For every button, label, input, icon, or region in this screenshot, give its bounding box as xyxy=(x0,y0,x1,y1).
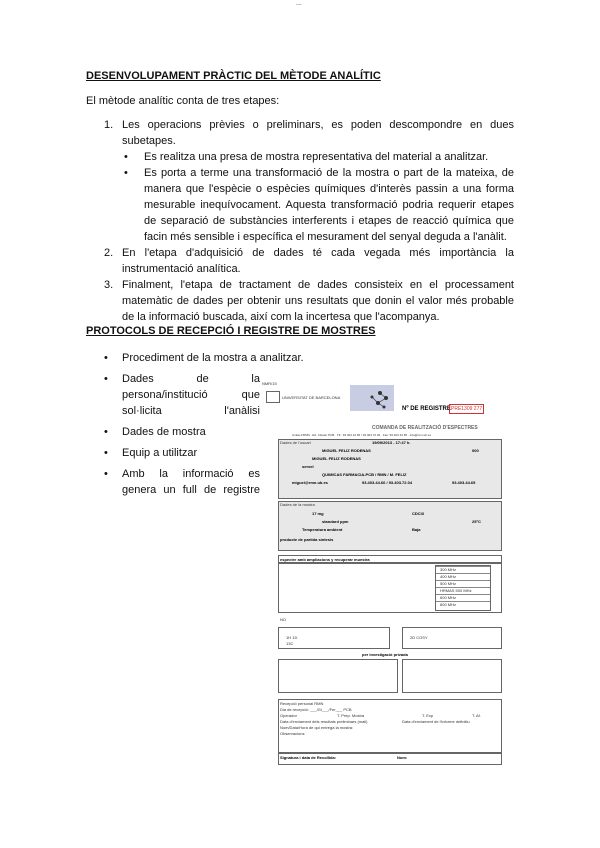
receipt-date: Dia de recepció: ___/Gi___/Fer___ PCB xyxy=(280,707,352,712)
collection-name: Nom: xyxy=(397,755,408,760)
section1-intro: El mètode analític conta de tres etapes: xyxy=(86,95,280,107)
step-3 xyxy=(104,277,514,325)
bullet-icon: • xyxy=(124,151,128,163)
collection-signature: Signatura i data de Recollida: xyxy=(280,755,337,760)
delivered-date: Data d'enviament de l'informe definitiu xyxy=(402,719,470,724)
form-address: Unitat d'RMN · Ed. Clúster PCB · Tlf.: 93 403 44 66 / 93 403 72 04 · Fax: 93 403 44 65 · info@rmn.ub.es xyxy=(292,433,431,437)
protocol-bullet-4: • Equip a utilitzar xyxy=(104,447,198,459)
observations: Observacions xyxy=(280,731,305,736)
center: serveI xyxy=(302,464,314,469)
sample-temperature: 25°C xyxy=(472,519,481,524)
phone: 93.403.44.66 / 93.403.72.04 xyxy=(362,480,413,485)
user-data-box xyxy=(278,439,502,499)
step-number: 2. xyxy=(104,247,114,259)
bullet-icon: • xyxy=(104,373,108,385)
step-number: 3. xyxy=(104,279,114,291)
operator: Operador xyxy=(280,713,297,718)
form-title: COMANDA DE REALITZACIÓ D'ESPECTRES xyxy=(372,425,478,431)
who-delivered: Nom/Data/Hora de qui entrega la mostra: xyxy=(280,725,354,730)
instructions: espectre amb ampliacions y recuperar muestra xyxy=(280,557,370,562)
department: QUIMICAS FARMACIA-PCB / RMN / M. FELIZ xyxy=(322,472,407,477)
bullet-icon: • xyxy=(124,167,128,179)
nmr-logo-icon xyxy=(350,385,394,411)
sample-product: producte de partida síntesis xyxy=(280,537,334,542)
method-steps-list xyxy=(104,117,514,325)
exp-time: T. Exp xyxy=(422,713,434,718)
user-data-label: Dades de l'usuari xyxy=(280,440,311,445)
form-code: NMR/15 xyxy=(262,381,277,386)
sample-storage: Temperatura ambient xyxy=(302,527,343,532)
step-1 xyxy=(104,117,514,149)
fax: 93.403.44.65 xyxy=(452,480,476,485)
bullet-icon: • xyxy=(104,352,108,364)
bullet-icon: • xyxy=(104,468,108,480)
user-name: MIGUEL FELIZ RODENAS xyxy=(322,448,371,453)
sample-data-label: Dades de la mostra xyxy=(280,502,315,507)
substep-text: Es porta a terme una transformació de la mostra o part de la mateixa, de manera que l'espècie o espècies químiques d'interès passin a una forma mesurable inequívocament. Aquesta transformació podria requerir etapes de separació de substàncies interferents i etapes de reacció química que facin més sensible i específica el mesurament del senyal deguda a l'anàlit. xyxy=(144,167,514,243)
section1-heading: DESENVOLUPAMENT PRÀCTIC DEL MÈTODE ANALÍTIC xyxy=(86,70,381,82)
sample-amount: 17 mg xyxy=(312,511,324,516)
step-text: En l'etapa d'adquisició de dades té cada vegada més importància la instrumentació analítica. xyxy=(122,247,514,275)
email: miguel@rmn.ub.es xyxy=(292,480,328,485)
register-label: Nº DE REGISTRE xyxy=(402,406,451,412)
protocol-bullet-1: • Procediment de la mostra a analitzar. xyxy=(104,352,304,364)
investigator: per investigació privada xyxy=(362,652,408,657)
protocol-bullet-2: • Dades de la persona/institució que sol·licita l'anàlisi xyxy=(104,373,260,417)
sample-reference: standard ppm xyxy=(322,519,349,524)
frequency-list: 300 MHz 400 MHz 500 MHz HRMAS 500 MHz 600 MHz 800 MHz xyxy=(435,565,491,611)
preliminary-date: Data d'enviament dels resultats preliminars (mail) xyxy=(280,719,368,724)
substep-1 xyxy=(124,149,514,165)
substep-text: Es realitza una presa de mostra representativa del material a analitzar. xyxy=(144,151,489,163)
sample-solvent: CDCl3 xyxy=(412,511,425,516)
step-text: Finalment, l'etapa de tractament de dades consisteix en el processament matemàtic de dades per obtenir uns resultats que donin el valor més probable de la informació buscada, així com la incertesa que l'acompanya. xyxy=(122,279,514,323)
university-logo-icon xyxy=(266,391,280,403)
protocol-bullet-5: • Amb la informació es genera un full de registre xyxy=(104,468,260,496)
sample-toxicity: Baja xyxy=(412,527,421,532)
prep-time: T. Prep. Mostra xyxy=(337,713,365,718)
substep-2 xyxy=(124,165,514,245)
signature-box xyxy=(402,659,502,693)
recover-sample: NO xyxy=(280,617,286,622)
receipt-section: Recepció personal RMN xyxy=(280,701,324,706)
comments-box xyxy=(278,659,398,693)
acq-time: T. Af. xyxy=(472,713,481,718)
registration-form-image: NMR/15 UNIVERSITAT DE BARCELONA Nº DE REGISTRE PRE1309 277 COMANDA DE REALITZACIÓ D'ESPECTRES Unitat d'RMN · Ed. Clúster PCB · Tlf.: 93 403 44 66 / 93 403 72 04 · Fax: 93 403 44 65 · info@rmn.ub.es Dades de l'usuari 19/09/2013 - 17:47 h. MIGUEL FELIZ RODENAS 000 MIGUEL FELIZ RODENAS serveI QUIMICAS FARMACIA-PCB / RMN / M. FELIZ miguel@rmn.ub.es 93.403.44.66 / 93.403.72.04 93.403.44.65 Dades de la mostra 17 mg CDCl3 standard ppm 25°C Temperatura ambient Baja producte de partida síntesis espectre amb ampliacions y recuperar muestra 300 MHz 400 MHz 500 MHz HRMAS 500 MHz 600 MHz 800 MHz NO 1H 1D 13C 2D COSY per investigació privada Recepció personal RMN Dia de recepció: ___/Gi___/Fer___ PCB Operador T. Prep. Mostra T. Exp T. Af. Data d'enviament dels resultats preliminars (mail) Data d'enviament de l'informe definitiu Nom/Data/Hora de qui entrega la mostra: Observacions Signatura i data de Recollida: Nom: xyxy=(252,379,514,765)
responsible-name: MIGUEL FELIZ RODENAS xyxy=(312,456,361,461)
user-code: 000 xyxy=(472,448,479,453)
university-name: UNIVERSITAT DE BARCELONA xyxy=(282,395,341,400)
step-text: Les operacions prèvies o preliminars, es poden descompondre en dues subetapes. xyxy=(122,119,514,147)
section2-heading: PROTOCOLS DE RECEPCIÓ I REGISTRE DE MOSTRES xyxy=(86,325,376,337)
step-2 xyxy=(104,245,514,277)
bullet-icon: • xyxy=(104,426,108,438)
bullet-icon: • xyxy=(104,447,108,459)
protocol-bullet-3: • Dades de mostra xyxy=(104,426,206,438)
step-number: 1. xyxy=(104,119,114,131)
register-value: PRE1309 277 xyxy=(451,406,483,412)
page-top-marker: ... xyxy=(296,0,302,7)
form-date: 19/09/2013 - 17:47 h. xyxy=(372,440,411,445)
sample-data-box xyxy=(278,501,502,551)
